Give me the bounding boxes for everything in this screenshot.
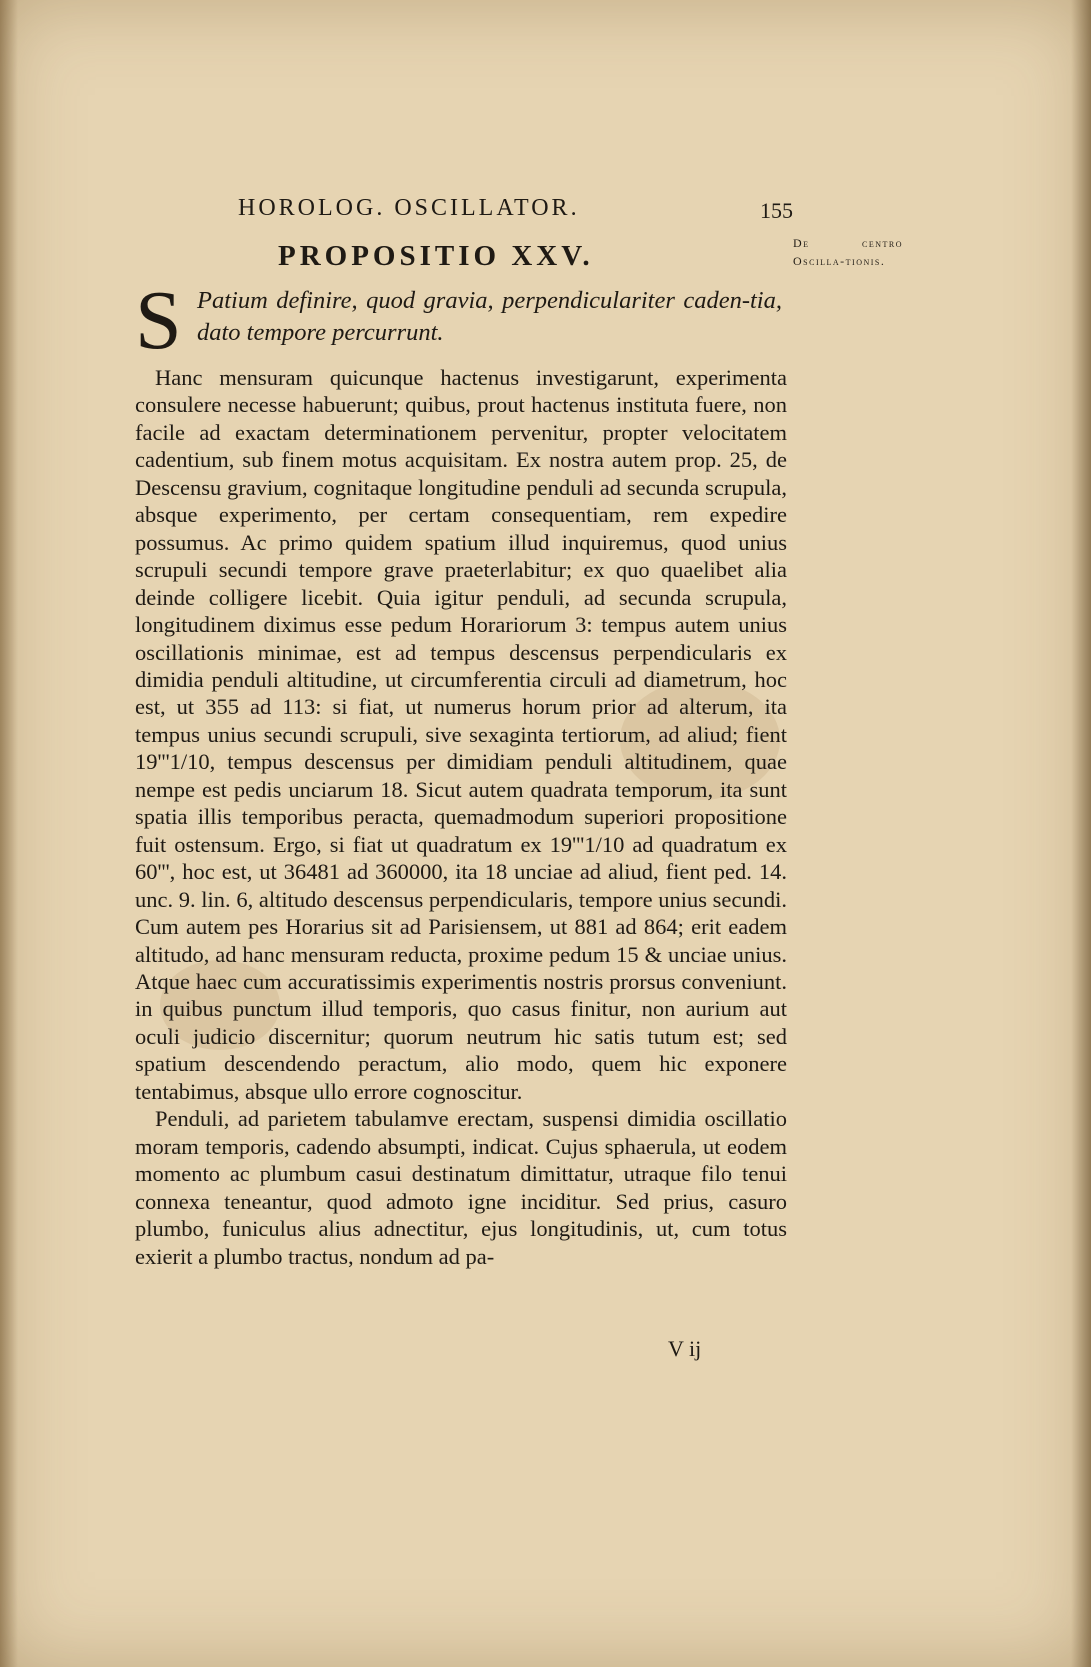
page-number: 155 xyxy=(760,198,793,223)
running-head: HOROLOG. OSCILLATOR. xyxy=(238,195,580,221)
proposition-title: PROPOSITIO XXV. xyxy=(278,240,594,272)
page-edge-right xyxy=(1071,0,1091,1667)
proposition-statement xyxy=(135,274,785,367)
statement-text: Patium definire, quod gravia, perpendiculariter caden-tia, dato tempore percurrunt. xyxy=(197,287,782,346)
body-text xyxy=(135,364,787,1270)
paragraph: Penduli, ad parietem tabulamve erectam, suspensi dimidia oscillatio moram temporis, cadendo absumpti, indicat. Cujus sphaerula, ut eodem momento ac plumbum casui destinatum dimittatur, utraque filo tenui connexa teneantur, quod admoto igne inciditur. Sed prius, casuro plumbo, funiculus alius adnectitur, ejus longitudinis, ut, cum totus exierit a plumbo tractus, nondum ad pa- xyxy=(135,1106,787,1269)
drop-cap: S xyxy=(135,274,182,367)
paragraph: Hanc mensuram quicunque hactenus investigarunt, experimenta consulere necesse habuerunt; quibus, prout hactenus instituta fuere, non facile ad exactam determinationem pervenitur, propter velocitatem cadentium, sub finem motus acquisitam. Ex nostra autem prop. 25, de Descensu gravium, cognitaque longitudine penduli ad secunda scrupula, absque experimento, per certam consequentiam, rem expedire possumus. Ac primo quidem spatium illud inquiremus, quod unius scrupuli secundi tempore grave praeterlabitur; ex quo quaelibet alia deinde colligere licebit. Quia igitur penduli, ad secunda scrupula, longitudinem diximus esse pedum Horariorum 3: tempus autem unius oscillationis minimae, est ad tempus descensus perpendicularis ex dimidia penduli altitudine, ut circumferentia circuli ad diametrum, hoc est, ut 355 ad 113: si fiat, ut numerus horum prior ad alterum, ita tempus unius secundi scrupuli, sive sexaginta tertiorum, ad aliud; fient 19'''1/10, tempus descensus per dimidiam penduli altitudinem, quae nempe est pedis unciarum 18. Sicut autem quadrata temporum, ita sunt spatia illis temporibus peracta, quemadmodum superiori propositione fuit ostensum. Ergo, si fiat ut quadratum ex 19'''1/10 ad quadratum ex 60''', hoc est, ut 36481 ad 360000, ita 18 unciae ad aliud, fient ped. 14. unc. 9. lin. 6, altitudo descensus perpendicularis, tempore unius secundi. Cum autem pes Horarius sit ad Parisiensem, ut 881 ad 864; erit eadem altitudo, ad hanc mensuram reducta, proxime pedum 15 & unciae unius. Atque haec cum accuratissimis experimentis nostris prorsus conveniunt. in quibus punctum illud temporis, quo casus finitur, non aurium aut oculi judicio discernitur; quorum neutrum hic satis tutum est; sed spatium descendendo peractum, alio modo, quem hic exponere tentabimus, absque ullo errore cognoscitur. xyxy=(135,365,787,1104)
margin-note: De centro Oscilla-tionis. xyxy=(793,236,903,268)
signature-mark: V ij xyxy=(668,1336,702,1361)
page-edge-left xyxy=(0,0,18,1667)
